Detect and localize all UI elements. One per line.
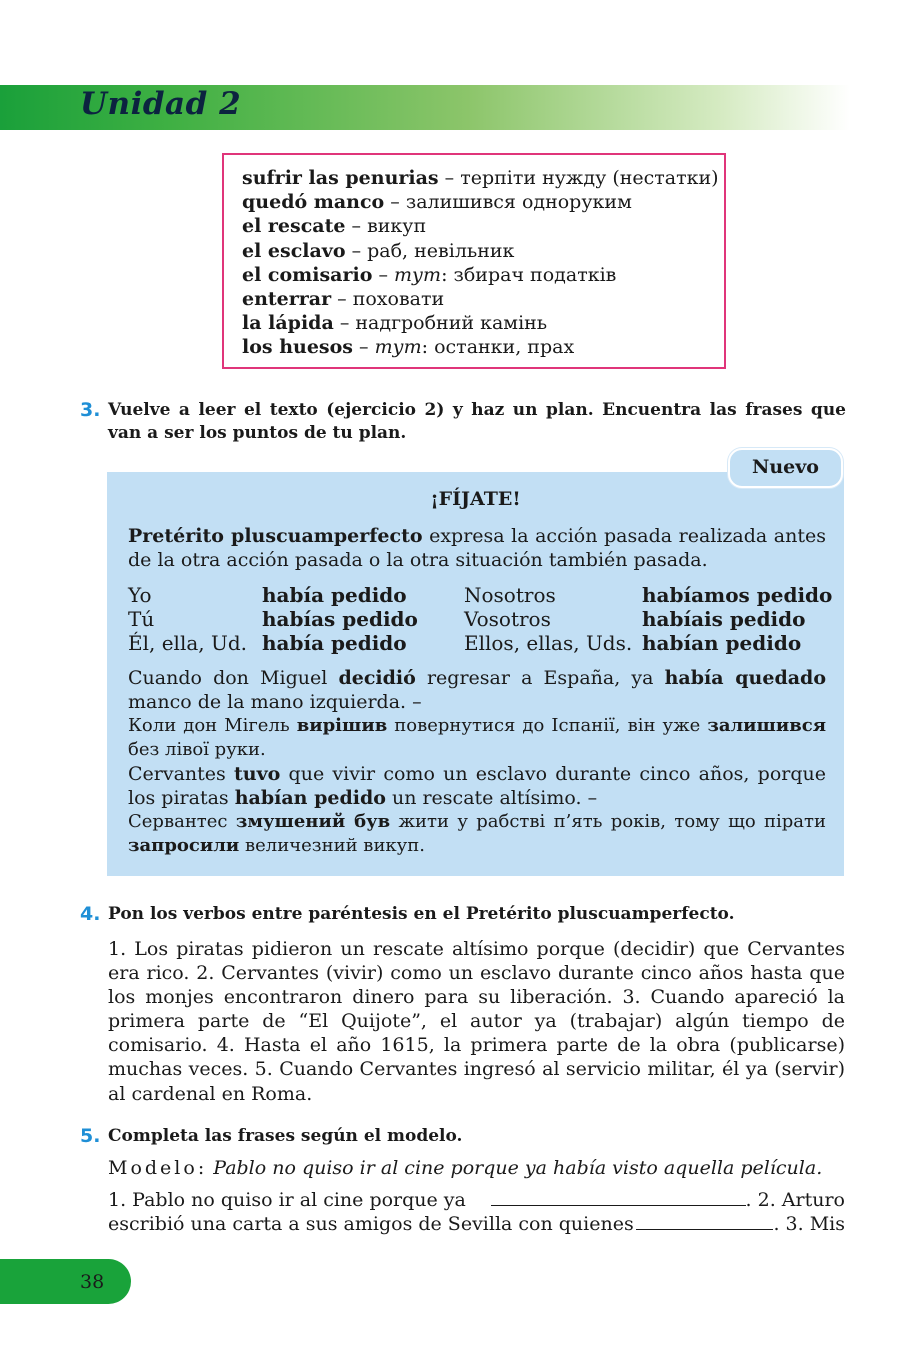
form-ellos: habían pedido [642, 631, 802, 655]
page-number: 38 [80, 1271, 105, 1293]
pronoun-tu: Tú [128, 607, 155, 631]
exercise-5-line-2: escribió una carta a sus amigos de Sevilla con quienes . 3. Mis [108, 1213, 845, 1236]
exercise-3-line-2: van a ser los puntos de tu plan. [108, 423, 407, 443]
grammar-note-title: ¡FÍJATE! [430, 488, 521, 510]
pronoun-ellos: Ellos, ellas, Uds. [464, 631, 633, 655]
vocab-entry: sufrir las penurias – терпіти нужду (нестатки) [242, 167, 719, 189]
example-2-es: Cervantes tuvo que vivir como un esclavo durante cinco años, porque los piratas habían pedido un rescate altísimo. – [128, 763, 826, 810]
exercise-5-line-1: 1. Pablo no quiso ir al cine porque ya . 2. Arturo [108, 1189, 845, 1211]
exercise-4-text: 1. Los piratas pidieron un rescate altísimo porque (decidir) que Cervantes era rico. 2. Cervantes (vivir) como un esclavo durante cinco años hasta que los monjes encontraron dinero para su liberación. 3. Cuando apareció la primera parte de “El Quijote”, el autor ya (trabajar) algún tiempo de comisario. 4. Hasta el año 1615, la primera parte de la obra (publicarse) muchas veces. 5. Cuando Cervantes ingresó al servicio militar, él ya (servir) al cardenal en Roma. [108, 938, 845, 1105]
page-number-tab [0, 1259, 131, 1304]
form-tu: habías pedido [262, 607, 418, 631]
grammar-note-box [107, 472, 844, 876]
vocab-meaning: залишився одноруким [405, 191, 632, 214]
exercise-5-number: 5. [80, 1125, 101, 1147]
vocab-note: тут [374, 336, 422, 359]
pronoun-nosotros: Nosotros [464, 583, 556, 607]
form-nosotros: habíamos pedido [642, 583, 833, 607]
exercise-4-instruction: Pon los verbos entre paréntesis en el Pretérito pluscuamperfecto. [108, 904, 735, 924]
exercise-5-instruction: Completa las frases según el modelo. [108, 1126, 463, 1146]
vocab-entry: el rescate – викуп [242, 215, 427, 238]
pronoun-vosotros: Vosotros [464, 607, 551, 631]
form-el: había pedido [262, 631, 407, 655]
grammar-definition: expresa la acción pasada realizada antes de la otra acción pasada o la otra situación también pasada. [128, 525, 826, 572]
example-1-es: Cuando don Miguel decidió regresar a España, ya había quedado manco de la mano izquierda. – [128, 667, 827, 714]
vocab-entry: el comisario – тут: збирач податків [242, 263, 617, 286]
vocab-term: quedó manco [242, 191, 385, 214]
exercise-3-number: 3. [80, 399, 101, 421]
exercise-3-line-1: Vuelve a leer el texto (ejercicio 2) y haz un plan. Encuentra las frases que [108, 400, 846, 420]
vocab-entry: el esclavo – раб, невільник [242, 239, 515, 262]
vocab-entry: la lápida – надгробний камінь [242, 312, 548, 335]
vocab-meaning: : збирач податків [441, 263, 617, 286]
example-2-ua: Сервантес змушений був жити у рабстві п’ять років, тому що пірати запросили величезний викуп. [128, 811, 826, 857]
vocab-entry: quedó manco – залишився одноруким [242, 191, 632, 214]
vocab-term: sufrir las penurias [242, 167, 439, 189]
pronoun-yo: Yo [128, 583, 152, 607]
vocabulary-list [242, 166, 724, 360]
exercise-4-number: 4. [80, 903, 101, 925]
new-topic-tab: Nuevo [728, 448, 843, 488]
form-vosotros: habíais pedido [642, 607, 806, 631]
answer-blank-2[interactable] [636, 1212, 773, 1230]
vocab-note: тут [394, 263, 442, 286]
unit-title: Unidad 2 [80, 86, 242, 122]
vocab-entry: enterrar – поховати [242, 288, 445, 311]
example-1-ua: Коли дон Мігель вирішив повернутися до Іспанії, він уже залишився без лівої руки. [128, 715, 826, 761]
model-text: Pablo no quiso ir al cine porque ya había visto aquella película. [213, 1157, 823, 1179]
answer-blank-1[interactable] [491, 1188, 746, 1206]
vocab-term: los huesos [242, 336, 353, 359]
vocab-term: el comisario [242, 263, 373, 286]
vocab-meaning: викуп [367, 215, 427, 238]
grammar-term: Pretérito pluscuamperfecto [128, 525, 423, 547]
vocab-term: la lápida [242, 312, 334, 335]
vocab-term: el esclavo [242, 239, 346, 262]
vocab-meaning: поховати [352, 288, 445, 311]
exercise-5-sentences [108, 1188, 845, 1236]
vocab-meaning: терпіти нужду (нестатки) [460, 167, 719, 189]
vocab-term: enterrar [242, 288, 332, 311]
grammar-note-intro [128, 524, 826, 572]
vocabulary-box [222, 153, 726, 369]
model-sentence [108, 1157, 822, 1179]
vocab-term: el rescate [242, 215, 346, 238]
form-yo: había pedido [262, 583, 407, 607]
vocab-meaning: раб, невільник [367, 239, 515, 262]
vocab-meaning: : останки, прах [421, 336, 575, 359]
vocab-meaning: надгробний камінь [355, 312, 548, 335]
model-label: Modelo: [108, 1157, 208, 1179]
vocab-entry: los huesos – тут: останки, прах [242, 336, 575, 359]
exercise-3-instruction [108, 399, 846, 445]
pronoun-el: Él, ella, Ud. [128, 631, 247, 655]
